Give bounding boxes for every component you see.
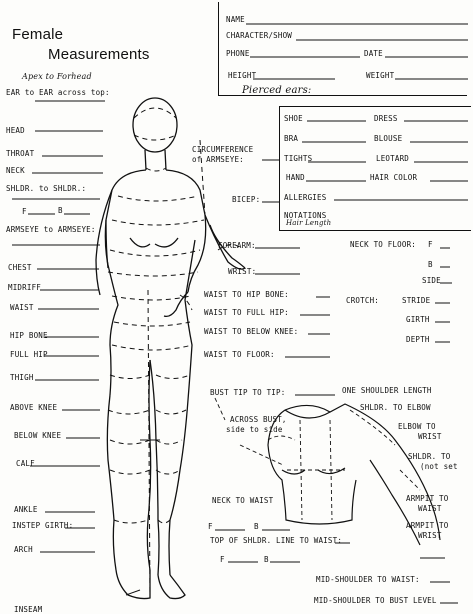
waist-to-floor-label: WAIST TO FLOOR: [204, 350, 275, 359]
top-shldr-to-waist-label: TOP OF SHLDR. LINE TO WAIST: [210, 536, 343, 545]
circumference-label-1: CIRCUMFERENCE [192, 145, 254, 154]
neck-floor-b-label: B [428, 260, 433, 269]
thigh-label: THIGH [10, 373, 34, 382]
shldr-to-label-2: (not set [420, 462, 458, 471]
title-line-2: Measurements [48, 46, 150, 63]
inseam-label-cut: INSEAM [14, 605, 43, 614]
shldr-to-shldr-label: SHLDR. to SHLDR.: [6, 184, 87, 193]
across-bust-label-1: ACROSS BUST, [230, 415, 287, 424]
ear-to-ear-label: EAR to EAR across top: [6, 88, 110, 97]
bicep-label: BICEP: [232, 195, 261, 204]
top-shldr-f-label: F [220, 555, 225, 564]
title-line-1: Female [12, 26, 64, 43]
bust-tip-label: BUST TIP TO TIP: [210, 388, 286, 397]
waist-floor-arrow [126, 440, 160, 595]
armpit-to-waist-label-1: ARMPIT TO [406, 494, 449, 503]
date-label: DATE [364, 49, 383, 58]
name-label: NAME [226, 15, 245, 24]
bra-label: BRA [284, 134, 299, 143]
hair-length-note: Hair Length [286, 219, 332, 227]
chest-label: CHEST [8, 263, 32, 272]
neck-waist-f-label: F [208, 522, 213, 531]
full-hip-label: FULL HIP [10, 350, 48, 359]
neck-label: NECK [6, 166, 25, 175]
hand-label: HAND [286, 173, 305, 182]
armseye-label: ARMSEYE to ARMSEYE: [6, 225, 96, 234]
instep-girth-label: INSTEP GIRTH: [12, 521, 74, 530]
midriff-label: MIDRIFF [8, 283, 42, 292]
tights-label: TIGHTS [284, 154, 313, 163]
shldr-f-label: F [22, 207, 27, 216]
girth-label: GIRTH [406, 315, 430, 324]
elbow-to-wrist-label-2: WRIST [418, 432, 442, 441]
female-figure [96, 98, 245, 599]
shldr-b-label: B [58, 206, 63, 215]
shldr-to-elbow-label: SHLDR. TO ELBOW [360, 403, 431, 412]
height-label: HEIGHT [228, 71, 257, 80]
waist-label: WAIST [10, 303, 34, 312]
forearm-label: FOREARM: [218, 241, 256, 250]
hip-bone-label: HIP BONE [10, 331, 48, 340]
apex-note: Apex to Forhead [22, 72, 92, 81]
crotch-label: CROTCH: [346, 296, 380, 305]
neck-floor-f-label: F [428, 240, 433, 249]
shoe-label: SHOE [284, 114, 303, 123]
side-label: SIDE [422, 276, 441, 285]
across-bust-label-2: side to side [226, 425, 283, 434]
armpit-to-wrist-label-2: WRIST [418, 531, 442, 540]
hair-color-label: HAIR COLOR [370, 173, 418, 182]
wrist-label: WRIST: [228, 267, 257, 276]
neck-to-waist-label: NECK TO WAIST [212, 496, 274, 505]
calf-label: CALF [16, 459, 35, 468]
armpit-to-waist-label-2: WAIST [418, 504, 442, 513]
waist-to-full-hip-label: WAIST TO FULL HIP: [204, 308, 289, 317]
elbow-to-wrist-label-1: ELBOW TO [398, 422, 436, 431]
blouse-label: BLOUSE [374, 134, 403, 143]
waist-to-hip-bone-label: WAIST TO HIP BONE: [204, 290, 289, 299]
dress-label: DRESS [374, 114, 398, 123]
top-shldr-b-label: B [264, 555, 269, 564]
arch-label: ARCH [14, 545, 33, 554]
character-show-label: CHARACTER/SHOW [226, 31, 293, 40]
waist-to-below-knee-label: WAIST TO BELOW KNEE: [204, 327, 299, 336]
below-knee-label: BELOW KNEE [14, 431, 62, 440]
mid-shoulder-to-bust-label: MID-SHOULDER TO BUST LEVEL [314, 596, 437, 605]
pierced-ears-note: Pierced ears: [242, 85, 312, 96]
neck-to-floor-label: NECK TO FLOOR: [350, 240, 417, 249]
shldr-to-label-1: SHLDR. TO [408, 452, 451, 461]
circumference-label-2: of ARMSEYE: [192, 155, 244, 164]
armpit-to-wrist-label-1: ARMPIT TO [406, 521, 449, 530]
mid-shoulder-to-waist-label: MID-SHOULDER TO WAIST: [316, 575, 420, 584]
allergies-label: ALLERGIES [284, 193, 327, 202]
throat-label: THROAT [6, 149, 35, 158]
info-box [218, 2, 467, 96]
notations-label: NOTATIONS [284, 211, 327, 220]
stride-label: STRIDE [402, 296, 431, 305]
head-label: HEAD [6, 126, 25, 135]
phone-label: PHONE [226, 49, 250, 58]
weight-label: WEIGHT [366, 71, 395, 80]
above-knee-label: ABOVE KNEE [10, 403, 58, 412]
ankle-label: ANKLE [14, 505, 38, 514]
one-shoulder-length-label: ONE SHOULDER LENGTH [342, 386, 432, 395]
leotard-label: LEOTARD [376, 154, 410, 163]
depth-label: DEPTH [406, 335, 430, 344]
neck-waist-b-label: B [254, 522, 259, 531]
